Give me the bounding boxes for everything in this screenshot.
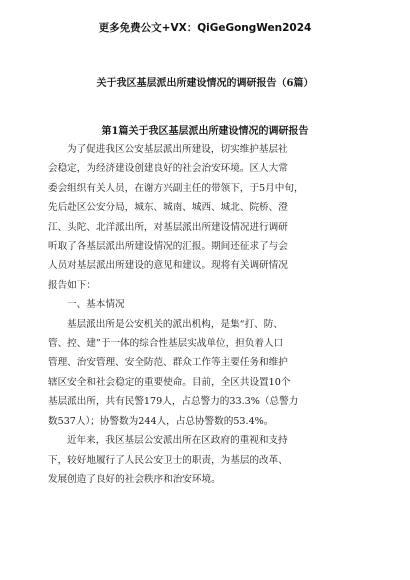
paragraph-recent-years [48,431,356,489]
text-line: 基层派出所是公安机关的派出机构，是集“打、防、 [67,318,283,330]
text-line: 辖区安全和社会稳定的重要使命。目前，全区共设置10个 [48,376,291,388]
text-line: 人员对基层派出所建设的意见和建议。现将有关调研情况 [48,260,288,272]
text-line: 报告如下： [48,279,96,291]
text-line: 会稳定，为经济建设创建良好的社会治安环境。区人大常 [48,163,288,175]
text-line: 听取了各基层派出所建设情况的汇报。期间还征求了与会 [48,241,288,253]
document-body [48,140,356,489]
text-line: 数537人）；协警数为244人，占总协警数的53.4%。 [48,415,274,427]
text-line: 管理、治安管理、安全防范、群众工作等主要任务和维护 [48,357,288,369]
text-line: 基层派出所，共有民警179人，占总警力的33.3%（总警力 [48,396,299,408]
text-line: 委会组织有关人员，在谢方兴副主任的带领下，于5月中旬， [48,182,304,194]
section-heading [48,295,356,314]
paragraph-basic-situation [48,315,356,431]
heading-basic-situation: 一、基本情况 [67,299,125,311]
text-line: 为了促进我区公安基层派出所建设，切实维护基层社 [67,144,288,155]
text-line: 先后赴区公安分局，城东、城南、城西、城北、院桥、澄 [48,202,288,214]
section-title: 第1篇关于我区基层派出所建设情况的调研报告 [101,126,309,137]
text-line: 下，较好地履行了人民公安卫士的职责，为基层的改革、 [48,454,288,466]
document-title: 关于我区基层派出所建设情况的调研报告（6篇） [96,78,314,89]
text-line: 江、头陀、北洋派出所，对基层派出所建设情况进行调研 [48,221,288,233]
text-line: 近年来，我区基层公安派出所在区政府的重视和支持 [67,435,288,447]
paragraph-intro [48,140,356,295]
text-line: 发展创造了良好的社会秩序和治安环境。 [48,473,221,485]
promo-banner: 更多免费公文+VX：QiGeGongWen2024 [98,22,312,34]
text-line: 管、控、建”于一体的综合性基层实战单位，担负着人口 [48,338,284,350]
